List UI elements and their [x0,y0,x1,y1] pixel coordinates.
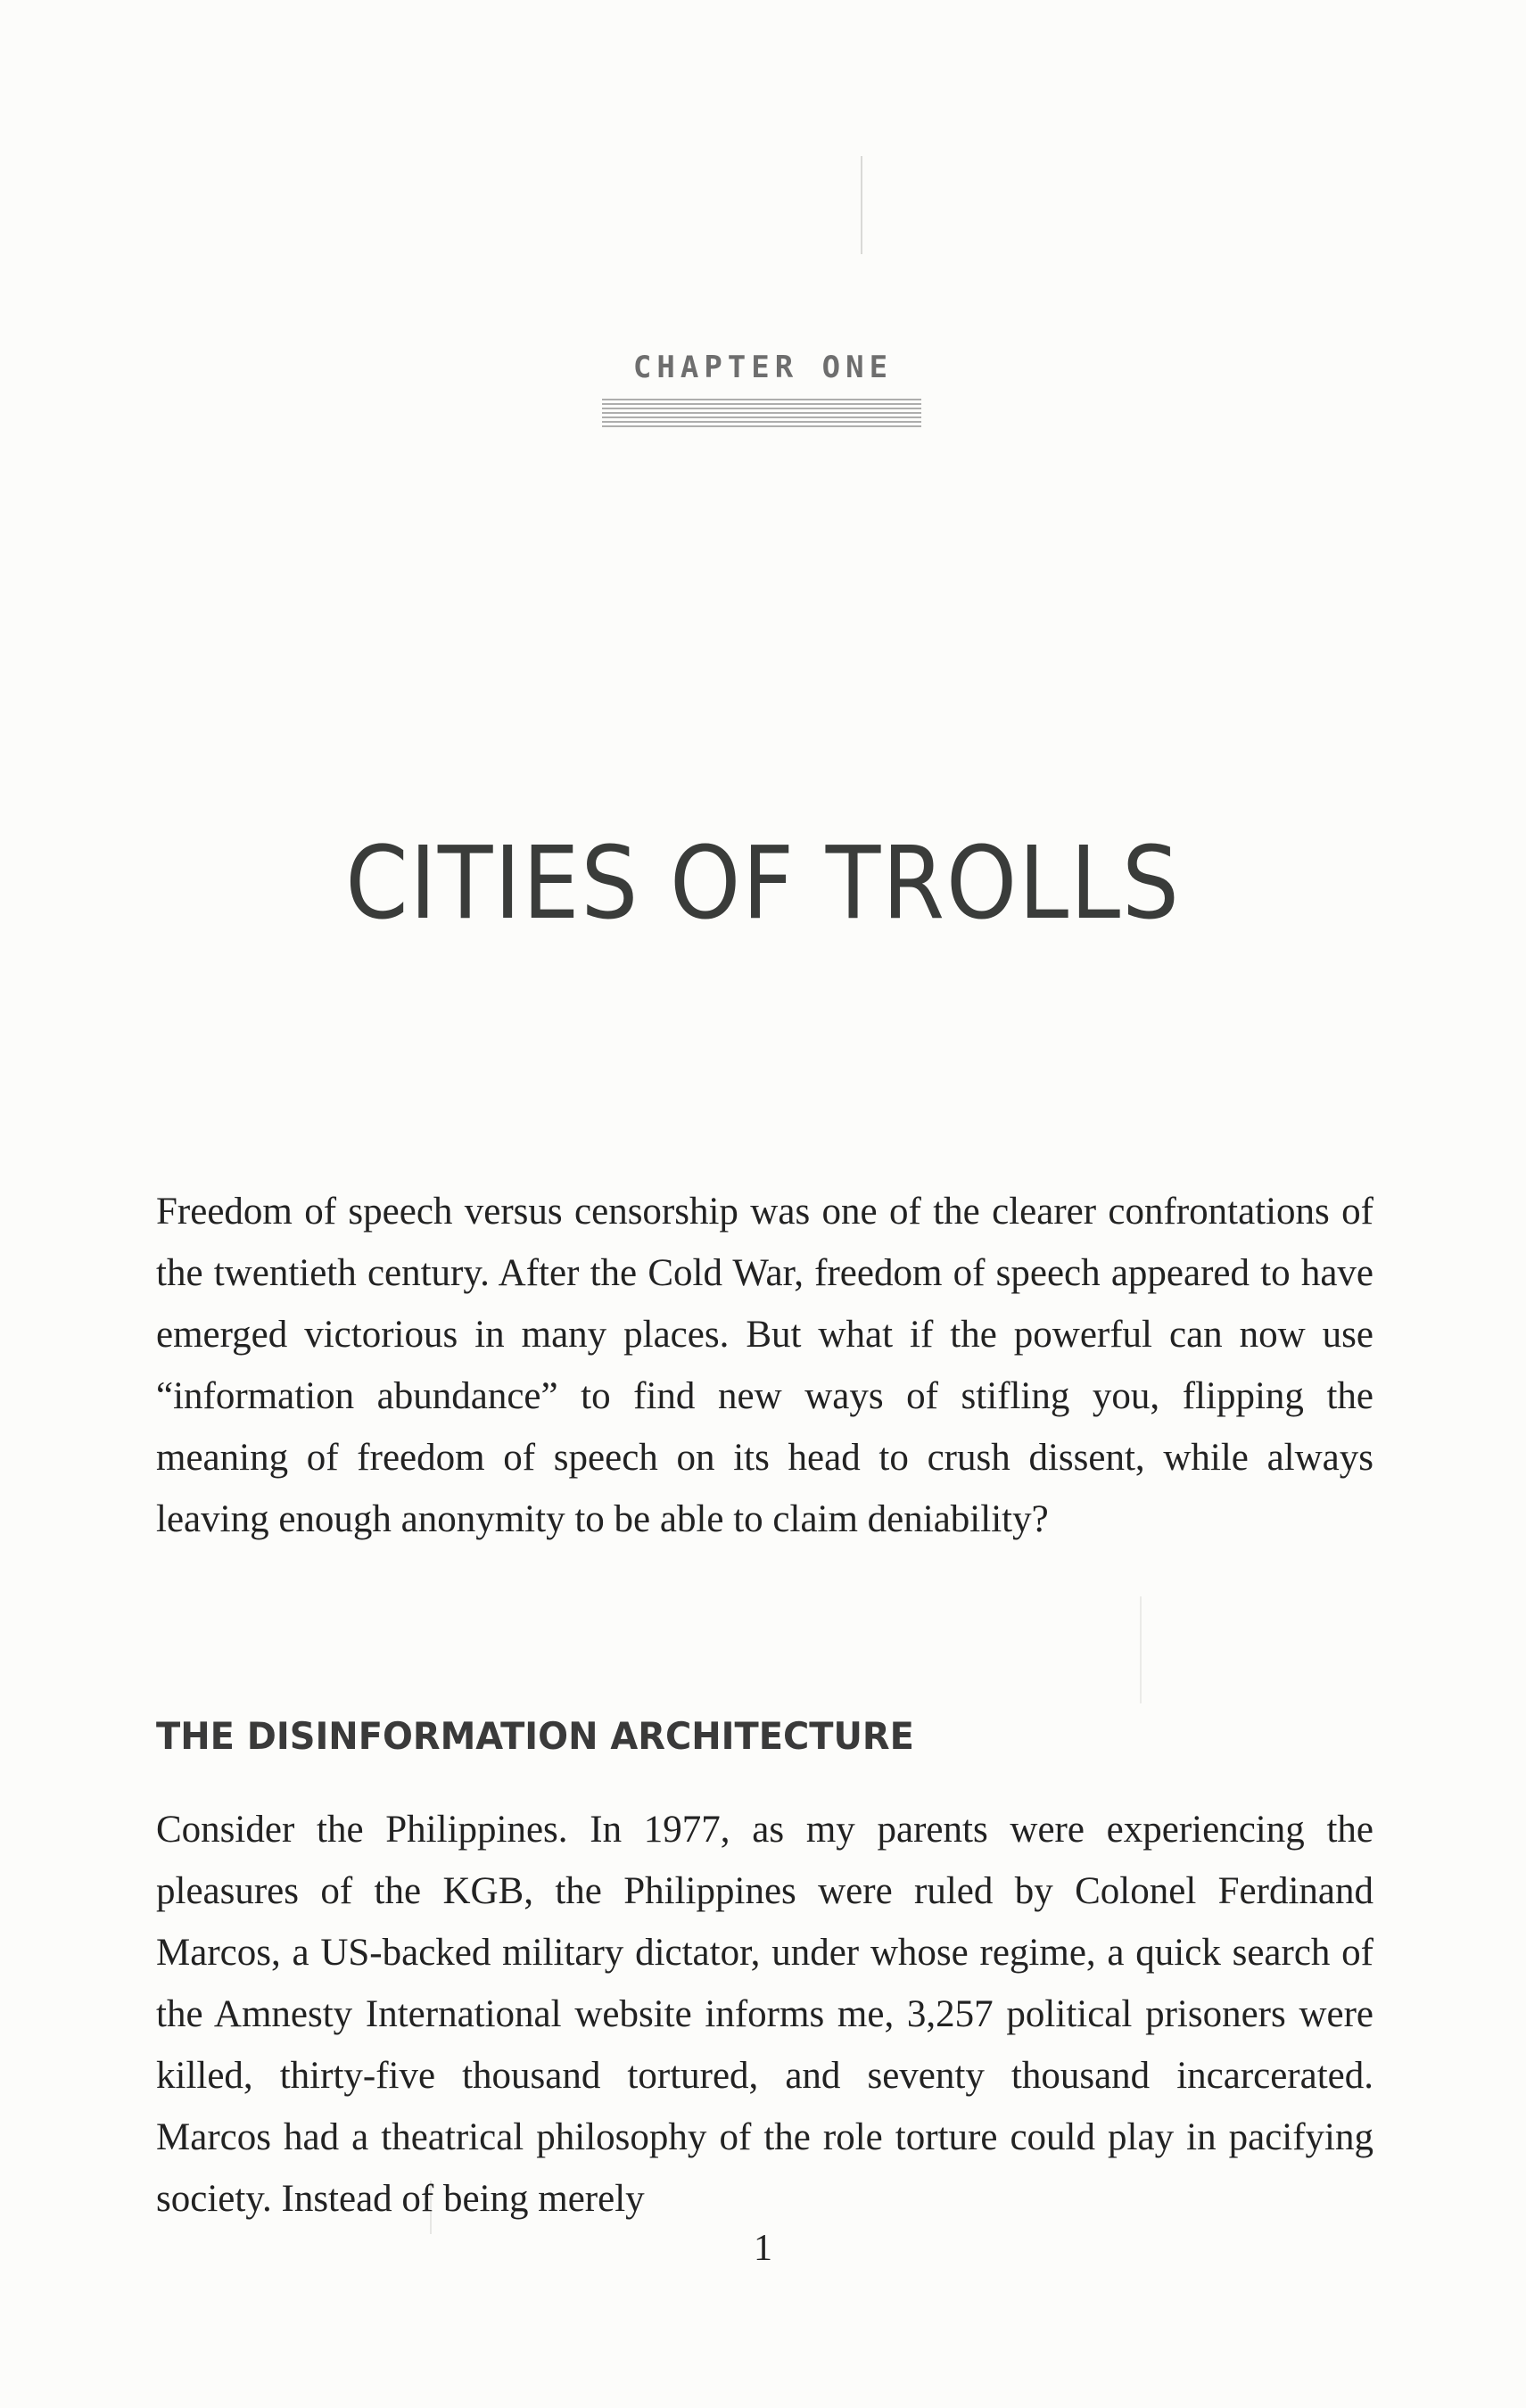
chapter-title: CITIES OF TROLLS [345,826,1181,943]
section-heading: THE DISINFORMATION ARCHITECTURE [156,1714,914,1758]
scan-artifact [1140,1596,1142,1703]
chapter-rule [602,399,921,427]
section-paragraph: Consider the Philippines. In 1977, as my parents were experiencing the pleasures of the KGB, the Philippines were ruled by Colonel Ferdinand Marcos, a US-backed military dictator, under whose regime, a quick search of the Amnesty International website informs me, 3,257 political prisoners were killed, thirty-five thousand tortured, and seventy thousand incarcerated. Marcos had a theatrical philosophy of the role torture could play in pacifying society. Instead of being merely [156,1809,1373,2220]
intro-paragraph: Freedom of speech versus censorship was one of the clearer confrontations of the twentieth century. After the Cold War, freedom of speech appeared to have emerged victorious in many places. But what if the powerful can now use “information abundance” to find new ways of stifling you, flipping the meaning of freedom of speech on its head to crush dissent, while always leaving enough anonymity to be able to claim deniability? [156,1191,1373,1540]
chapter-label: CHAPTER ONE [632,350,894,385]
page-number: 1 [754,2228,772,2269]
scan-artifact [861,156,862,254]
